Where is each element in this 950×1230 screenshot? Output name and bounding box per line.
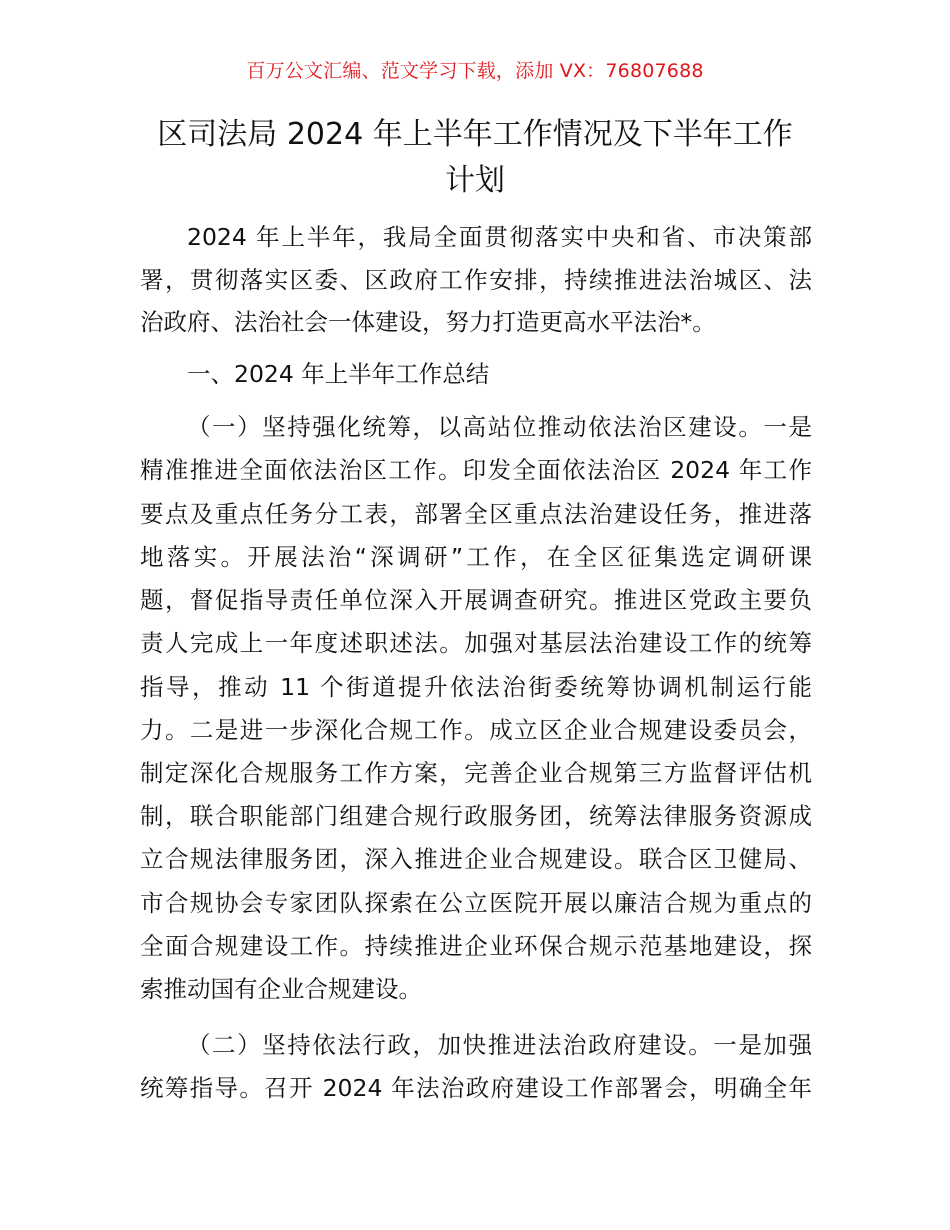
body-text-line: 一、2024 年上半年工作总结 bbox=[187, 360, 490, 388]
body-text-line: 要点及重点任务分工表，部署全区重点法治建设任务，推进落 bbox=[140, 500, 812, 528]
body-text-line: 指导，推动 11 个街道提升依法治街委统筹协调机制运行能 bbox=[140, 673, 812, 701]
body-text-line: 市合规协会专家团队探索在公立医院开展以廉洁合规为重点的 bbox=[140, 889, 812, 917]
body-text-line: 全面合规建设工作。持续推进企业环保合规示范基地建设，探 bbox=[140, 932, 812, 960]
body-text-line: 题，督促指导责任单位深入开展调查研究。推进区党政主要负 bbox=[140, 586, 812, 614]
watermark-header: 百万公文汇编、范文学习下载，添加 VX：76807688 bbox=[246, 60, 704, 82]
body-text-line: 制，联合职能部门组建合规行政服务团，统筹法律服务资源成 bbox=[140, 802, 812, 830]
body-text-line: 治政府、法治社会一体建设，努力打造更高水平法治*。 bbox=[140, 308, 716, 336]
body-text-line: 2024 年上半年，我局全面贯彻落实中央和省、市决策部 bbox=[187, 223, 812, 251]
title-line-2: 计划 bbox=[445, 163, 505, 198]
body-text-line: 精准推进全面依法治区工作。印发全面依法治区 2024 年工作 bbox=[140, 456, 812, 484]
body-text-line: 索推动国有企业合规建设。 bbox=[140, 975, 422, 1003]
body-text-line: 地落实。开展法治“深调研”工作，在全区征集选定调研课 bbox=[140, 543, 812, 571]
document-title bbox=[130, 112, 820, 204]
body-text-line: 立合规法律服务团，深入推进企业合规建设。联合区卫健局、 bbox=[140, 845, 812, 873]
title-line-1: 区司法局 2024 年上半年工作情况及下半年工作 bbox=[157, 117, 793, 152]
body-text-line: （二）坚持依法行政，加快推进法治政府建设。一是加强 bbox=[187, 1031, 812, 1059]
body-text-line: 力。二是进一步深化合规工作。成立区企业合规建设委员会， bbox=[140, 716, 812, 744]
body-text-line: 署，贯彻落实区委、区政府工作安排，持续推进法治城区、法 bbox=[140, 266, 812, 294]
body-text-line: 责人完成上一年度述职述法。加强对基层法治建设工作的统筹 bbox=[140, 629, 812, 657]
body-text-line: 制定深化合规服务工作方案，完善企业合规第三方监督评估机 bbox=[140, 759, 812, 787]
body-text-line: 统筹指导。召开 2024 年法治政府建设工作部署会，明确全年 bbox=[140, 1074, 812, 1102]
body-text-line: （一）坚持强化统筹，以高站位推动依法治区建设。一是 bbox=[187, 413, 812, 441]
